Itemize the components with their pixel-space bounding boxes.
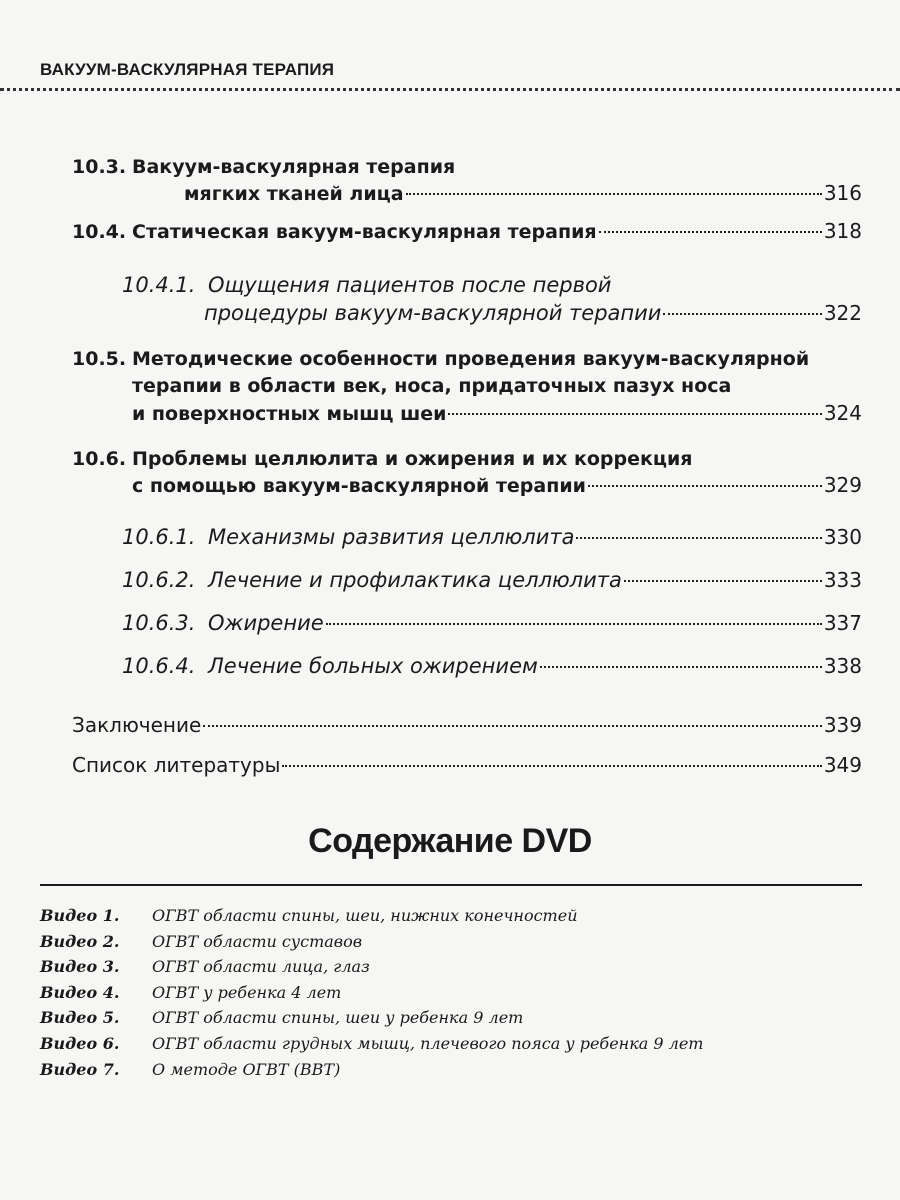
toc-title-line: мягких тканей лица: [184, 183, 404, 205]
toc-page: 324: [823, 401, 862, 425]
toc-number: 10.5.: [72, 348, 127, 370]
toc-entry-10-6-2[interactable]: [122, 567, 862, 593]
toc-page: 339: [823, 713, 862, 737]
toc-number: 10.6.1.: [122, 525, 196, 549]
toc-entry-references[interactable]: [72, 752, 862, 778]
toc-title-line: и поверхностных мышц шеи: [132, 403, 447, 425]
leader-dots: [326, 623, 822, 625]
toc-entry-10-3[interactable]: [72, 154, 862, 207]
video-label: Видео 5.: [40, 1008, 120, 1028]
video-title: ОГВТ области лица, глаз: [152, 957, 370, 977]
dvd-section-title: Содержание DVD: [308, 822, 592, 860]
toc-title-line: процедуры вакуум-васкулярной терапии: [204, 301, 662, 325]
video-title: ОГВТ у ребенка 4 лет: [152, 982, 342, 1002]
toc-entry-10-4[interactable]: [72, 218, 862, 245]
toc-page: 330: [823, 525, 862, 549]
video-title: ОГВТ области спины, шеи, нижних конечностей: [152, 906, 578, 925]
video-title: ОГВТ области суставов: [152, 931, 363, 951]
toc-title-line: Ожирение: [208, 611, 324, 635]
video-list: [40, 906, 703, 1085]
running-header: ВАКУУМ-ВАСКУЛЯРНАЯ ТЕРАПИЯ: [40, 60, 335, 79]
toc-title-line: Механизмы развития целлюлита: [208, 525, 575, 549]
leader-dots: [599, 231, 822, 233]
leader-dots: [406, 193, 822, 195]
toc-entry-10-5[interactable]: [72, 346, 862, 428]
toc-entry-10-6-4[interactable]: [122, 653, 862, 679]
toc-entry-10-6[interactable]: [72, 446, 862, 499]
leader-dots: [663, 313, 821, 315]
toc-title-line: терапии в области век, носа, придаточных пазух носа: [132, 375, 732, 397]
video-label: Видео 2.: [40, 931, 120, 951]
toc-title-line: Проблемы целлюлита и ожирения и их коррекция: [132, 448, 693, 470]
toc-title-line: Вакуум-васкулярная терапия: [132, 156, 456, 178]
leader-dots: [203, 725, 822, 727]
leader-dots: [540, 666, 822, 668]
toc-title-line: Заключение: [72, 713, 202, 737]
leader-dots: [588, 485, 822, 487]
toc-title-line: Лечение больных ожирением: [208, 654, 538, 678]
video-label: Видео 7.: [40, 1059, 120, 1079]
toc-entry-10-6-1[interactable]: [122, 524, 862, 550]
video-label: Видео 1.: [40, 906, 120, 925]
toc-number: 10.4.1.: [122, 273, 196, 297]
video-title: О методе ОГВТ (ВВТ): [152, 1059, 341, 1079]
dvd-divider: [40, 884, 862, 886]
toc-title-line: Методические особенности проведения вакуум-васкулярной: [132, 348, 810, 370]
video-item[interactable]: [40, 957, 703, 983]
toc-title-line: Лечение и профилактика целлюлита: [208, 568, 622, 592]
toc-page: 337: [823, 611, 862, 635]
toc-number: 10.4.: [72, 221, 127, 243]
toc-entry-10-6-3[interactable]: [122, 610, 862, 636]
video-label: Видео 3.: [40, 957, 120, 977]
toc-page: 316: [823, 181, 862, 205]
toc-page: 318: [823, 219, 862, 243]
toc-title-line: Список литературы: [72, 753, 281, 777]
toc-number: 10.6.3.: [122, 611, 196, 635]
toc-entry-conclusion[interactable]: [72, 712, 862, 738]
toc-page: 333: [823, 568, 862, 592]
leader-dots: [624, 580, 822, 582]
toc-page: 349: [823, 753, 862, 777]
leader-dots: [282, 765, 821, 767]
toc-number: 10.6.4.: [122, 654, 196, 678]
video-label: Видео 6.: [40, 1033, 120, 1053]
toc-title-line: Ощущения пациентов после первой: [208, 273, 612, 297]
leader-dots: [576, 537, 821, 539]
toc-page: 329: [823, 473, 862, 497]
toc-number: 10.6.: [72, 448, 127, 470]
video-item[interactable]: [40, 1034, 703, 1060]
video-item[interactable]: [40, 983, 703, 1009]
toc-number: 10.6.2.: [122, 568, 196, 592]
video-item[interactable]: [40, 1008, 703, 1034]
toc-number: 10.3.: [72, 156, 127, 178]
video-label: Видео 4.: [40, 982, 120, 1002]
video-title: ОГВТ области грудных мышц, плечевого пояса у ребенка 9 лет: [152, 1033, 704, 1053]
video-title: ОГВТ области спины, шеи у ребенка 9 лет: [152, 1008, 524, 1028]
video-item[interactable]: [40, 932, 703, 958]
toc-title-line: Статическая вакуум-васкулярная терапия: [132, 221, 597, 243]
toc-title-line: с помощью вакуум-васкулярной терапии: [132, 475, 586, 497]
video-item[interactable]: [40, 906, 703, 932]
toc-entry-10-4-1[interactable]: [122, 272, 862, 326]
video-item[interactable]: [40, 1060, 703, 1086]
leader-dots: [448, 413, 821, 415]
header-divider: [0, 88, 900, 91]
toc-page: 322: [823, 301, 862, 325]
toc-page: 338: [823, 654, 862, 678]
